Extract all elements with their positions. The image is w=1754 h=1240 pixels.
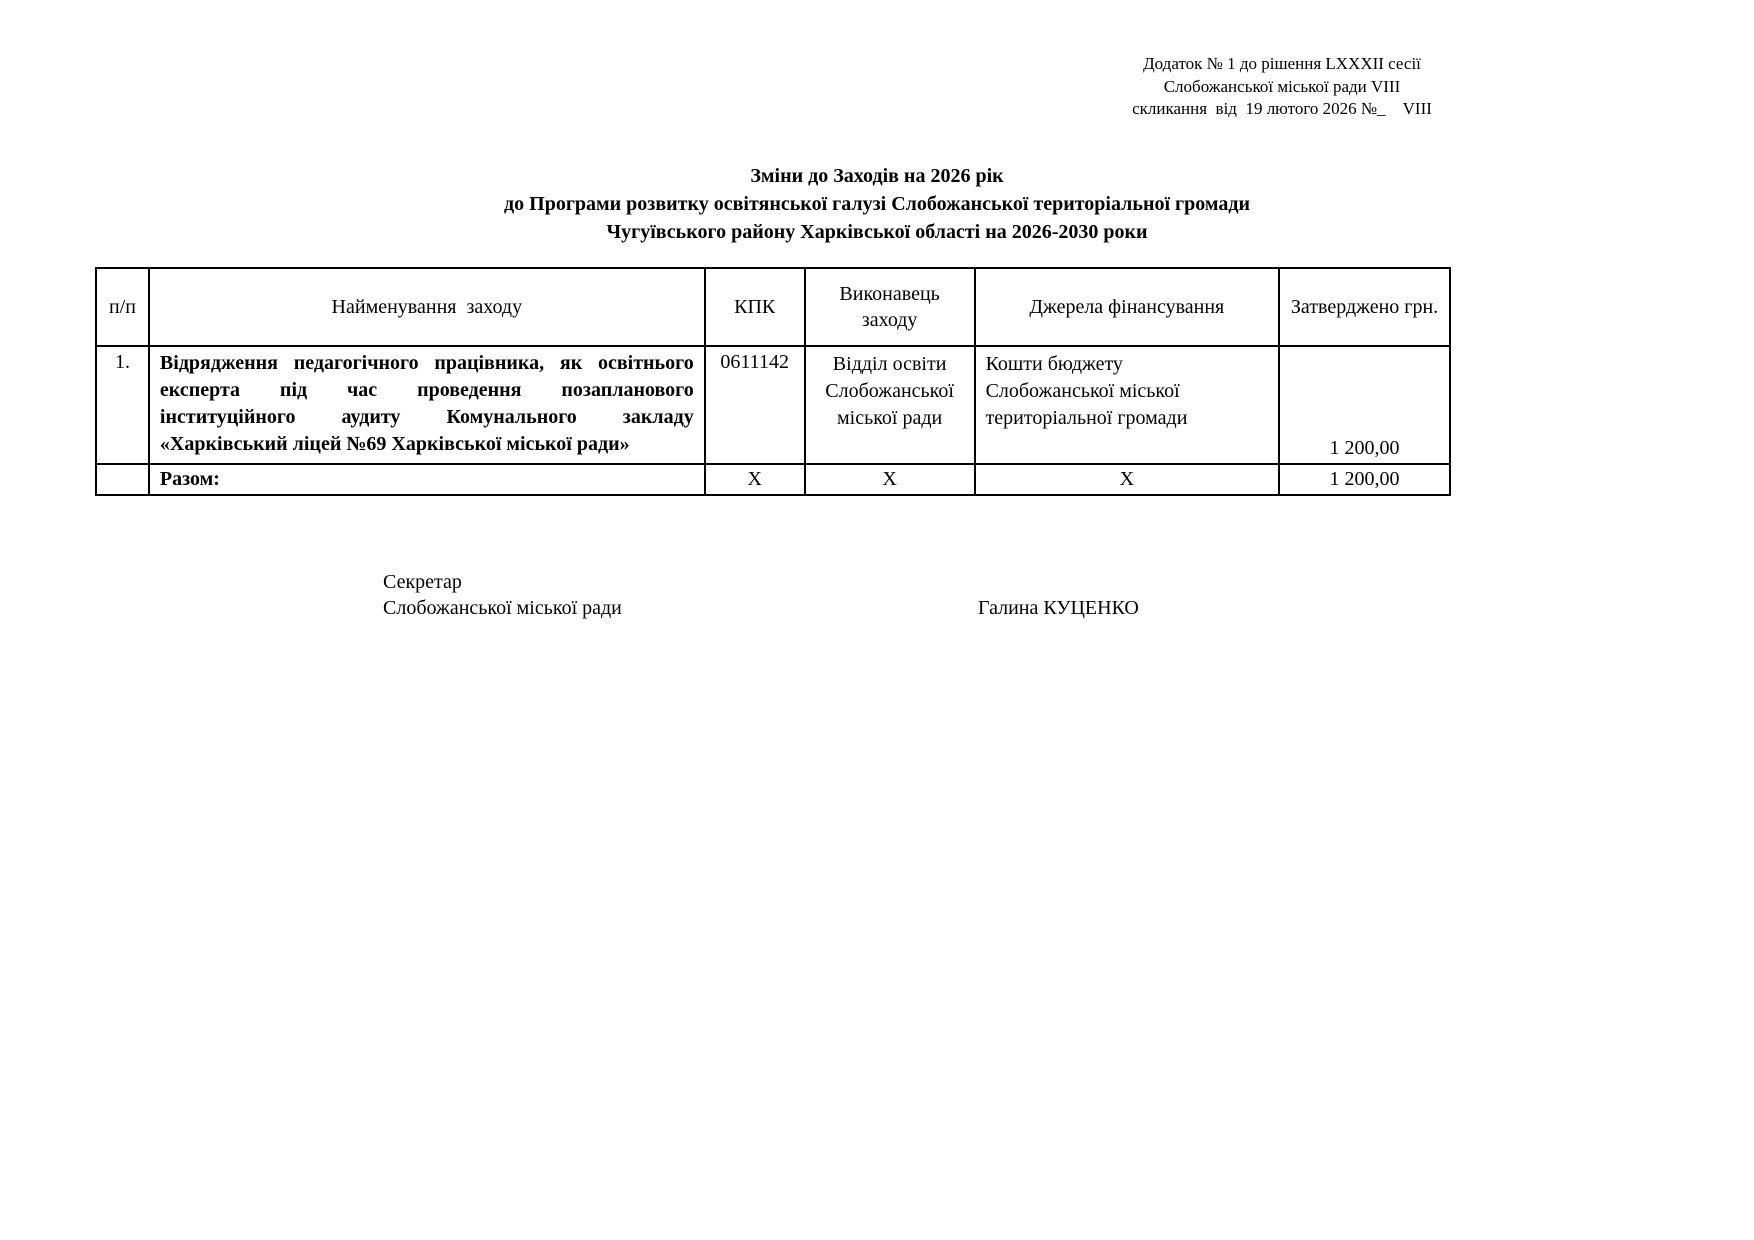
total-approved-amount: 1 200,00	[1279, 464, 1450, 495]
col-header-executor: Виконавець заходу	[805, 268, 975, 346]
signature-name: Галина КУЦЕНКО	[978, 597, 1139, 619]
row1-measure-name: Відрядження педагогічного працівника, як освітнього експерта під час проведення позапланового інституційного аудиту Комунального закладу «Харківський ліцей №69 Харківської міської ради»	[149, 346, 705, 464]
document-title-line-3: Чугуївського району Харківської області на 2026-2030 роки	[606, 221, 1148, 243]
col-header-kpk: КПК	[705, 268, 805, 346]
total-executor-x: Х	[805, 464, 975, 495]
row1-funding-line-1: Кошти бюджету	[985, 353, 1123, 375]
total-source-x: Х	[975, 464, 1280, 495]
document-title-line-1: Зміни до Заходів на 2026 рік	[750, 165, 1004, 187]
col-header-source: Джерела фінансування	[975, 268, 1280, 346]
table-row	[96, 346, 1450, 464]
appendix-note-line-2: Слобожанської міської ради VIII	[1163, 76, 1401, 96]
measures-table	[95, 267, 1451, 496]
appendix-note-line-3: скликання від 19 лютого 2026 №_ VIII	[1132, 99, 1432, 118]
total-empty-cell	[96, 464, 149, 495]
document-title-line-2: до Програми розвитку освітянської галузі Слобожанської територіальної громади	[504, 193, 1250, 215]
document-title	[0, 162, 1754, 246]
total-row	[96, 464, 1450, 495]
row1-number: 1.	[96, 346, 149, 464]
row1-executor-line-2: Слобожанської	[825, 380, 954, 402]
row1-executor	[805, 346, 975, 464]
row1-funding-line-2: Слобожанської міської	[985, 380, 1180, 402]
signature-role-line-2: Слобожанської міської ради	[383, 597, 622, 619]
col-header-approved: Затверджено грн.	[1279, 268, 1450, 346]
table-header-row	[96, 268, 1450, 346]
row1-funding-line-3: територіальної громади	[985, 407, 1188, 429]
col-header-name: Найменування заходу	[149, 268, 705, 346]
total-kpk-x: Х	[705, 464, 805, 495]
row1-executor-line-3: міської ради	[836, 407, 943, 429]
row1-executor-line-1: Відділ освіти	[832, 353, 947, 375]
col-header-num: п/п	[96, 268, 149, 346]
appendix-note-line-1: Додаток № 1 до рішення LXXXII сесії	[1143, 54, 1421, 73]
row1-approved-amount: 1 200,00	[1279, 346, 1450, 464]
row1-kpk: 0611142	[705, 346, 805, 464]
signature-role-line-1: Секретар	[383, 571, 462, 593]
signature-role	[383, 569, 622, 621]
appendix-note	[1088, 53, 1476, 121]
row1-funding-source	[975, 346, 1280, 464]
total-label: Разом:	[149, 464, 705, 495]
